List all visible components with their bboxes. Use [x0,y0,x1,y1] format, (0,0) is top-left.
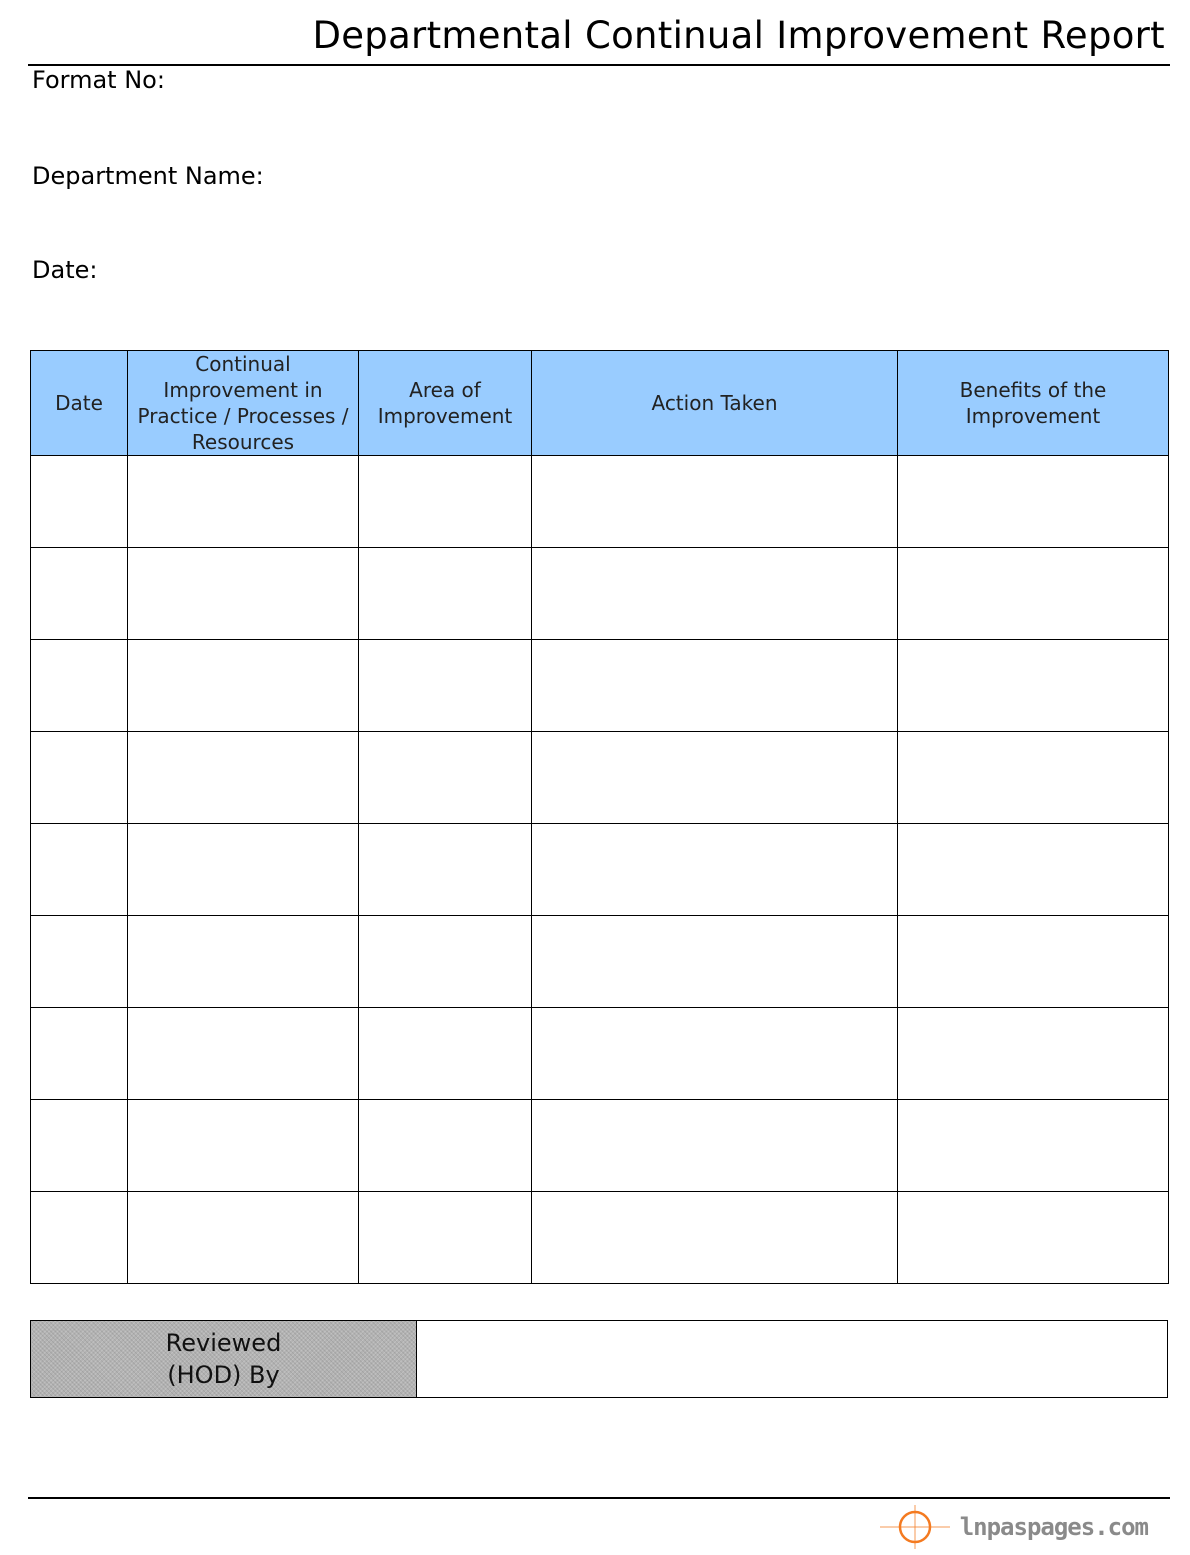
cell-date[interactable] [31,640,128,732]
table-row [31,1008,1169,1100]
cell-benefits[interactable] [898,1008,1169,1100]
cell-action-taken[interactable] [532,732,898,824]
cell-benefits[interactable] [898,1192,1169,1284]
brand-text: lnpaspages.com [959,1513,1148,1541]
improvement-table [30,350,1169,1284]
table-row [31,732,1169,824]
table-row [31,640,1169,732]
cell-date[interactable] [31,824,128,916]
review-table [30,1320,1168,1398]
cell-date[interactable] [31,548,128,640]
header-action-taken: Action Taken [532,351,898,456]
cell-area-of-improvement[interactable] [359,824,532,916]
table-row [31,1100,1169,1192]
department-name-label: Department Name: [32,162,264,190]
title-divider [28,64,1170,66]
cell-benefits[interactable] [898,1100,1169,1192]
crosshair-logo-icon [880,1505,950,1549]
cell-continual-improvement[interactable] [128,824,359,916]
table-row [31,456,1169,548]
report-title: Departmental Continual Improvement Report [312,14,1165,57]
cell-date[interactable] [31,1100,128,1192]
reviewed-by-field[interactable] [417,1321,1168,1398]
cell-continual-improvement[interactable] [128,732,359,824]
cell-area-of-improvement[interactable] [359,640,532,732]
cell-area-of-improvement[interactable] [359,1192,532,1284]
cell-area-of-improvement[interactable] [359,916,532,1008]
reviewed-by-label [31,1321,417,1398]
table-row [31,916,1169,1008]
cell-date[interactable] [31,1008,128,1100]
cell-continual-improvement[interactable] [128,456,359,548]
cell-area-of-improvement[interactable] [359,456,532,548]
cell-action-taken[interactable] [532,1100,898,1192]
table-row [31,1192,1169,1284]
cell-action-taken[interactable] [532,824,898,916]
cell-area-of-improvement[interactable] [359,548,532,640]
cell-action-taken[interactable] [532,548,898,640]
cell-action-taken[interactable] [532,1192,898,1284]
cell-continual-improvement[interactable] [128,916,359,1008]
cell-area-of-improvement[interactable] [359,1008,532,1100]
cell-benefits[interactable] [898,640,1169,732]
header-area-of-improvement: Area of Improvement [359,351,532,456]
cell-date[interactable] [31,732,128,824]
table-row [31,548,1169,640]
cell-action-taken[interactable] [532,456,898,548]
header-date: Date [31,351,128,456]
cell-continual-improvement[interactable] [128,548,359,640]
cell-date[interactable] [31,916,128,1008]
cell-benefits[interactable] [898,548,1169,640]
cell-action-taken[interactable] [532,640,898,732]
reviewed-label-line1: Reviewed [165,1329,282,1357]
cell-benefits[interactable] [898,456,1169,548]
cell-continual-improvement[interactable] [128,1100,359,1192]
cell-benefits[interactable] [898,916,1169,1008]
cell-action-taken[interactable] [532,916,898,1008]
cell-date[interactable] [31,1192,128,1284]
format-no-label: Format No: [32,66,165,94]
cell-continual-improvement[interactable] [128,640,359,732]
cell-continual-improvement[interactable] [128,1192,359,1284]
header-benefits: Benefits of the Improvement [898,351,1169,456]
date-label: Date: [32,256,98,284]
cell-benefits[interactable] [898,824,1169,916]
cell-action-taken[interactable] [532,1008,898,1100]
table-header-row [31,351,1169,456]
footer-brand [880,1505,1148,1549]
cell-benefits[interactable] [898,732,1169,824]
cell-area-of-improvement[interactable] [359,1100,532,1192]
cell-area-of-improvement[interactable] [359,732,532,824]
cell-continual-improvement[interactable] [128,1008,359,1100]
cell-date[interactable] [31,456,128,548]
reviewed-label-line2: (HOD) By [167,1361,280,1389]
header-continual-improvement: Continual Improvement in Practice / Processes / Resources [128,351,359,456]
footer-divider [28,1497,1170,1499]
table-row [31,824,1169,916]
